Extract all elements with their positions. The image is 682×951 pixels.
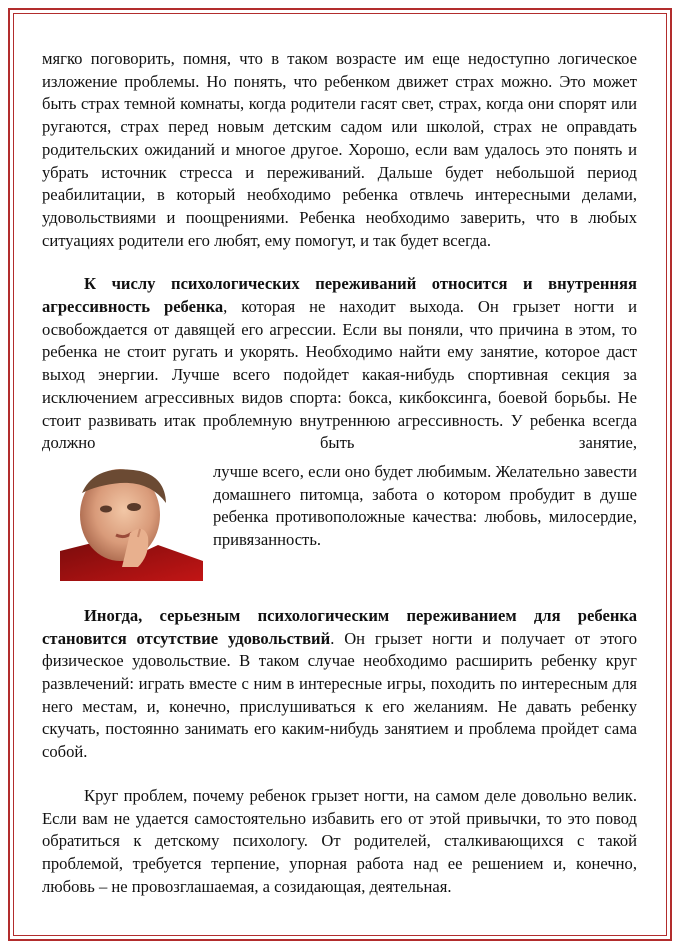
paragraph-3-text: . Он грызет ногти и получает от этого физическое удовольствие. В таком случае необходимо расширить ребенку круг развлечений: играть вместе с ним в интересные игры, походить по интересным для него местам, и, конечно, прислушиваться к его желаниям. Не давать ребенку скучать, постоянно занимать его каким-нибудь занятием и проблема пройдет сама собой. bbox=[42, 628, 637, 762]
paragraph-2-text: , которая не находит выхода. Он грызет ногти и освобождается от давящей его агрессии. Если вы поняли, что причина в этом, то ребенка не стоит ругать и укорять. Необходимо найти ему занятие, которое даст выход энергии. Лучше всего подойдет какая-нибудь спортивная секция за исключением агрессивных видов спорта: бокса, кикбоксинга, боевой борьбы. Не стоит развивать итак проблемную внутреннюю агрессивность. У ребенка всегда должно быть занятие, bbox=[42, 297, 637, 453]
paragraph-2 bbox=[42, 273, 637, 455]
paragraph-3 bbox=[42, 605, 637, 764]
paragraph-1: мягко поговорить, помня, что в таком возрасте им еще недоступно логическое изложение проблемы. Но понять, что ребенком движет страх можно. Это может быть страх темной комнаты, когда родители гасят свет, страх, когда они спорят или ругаются, страх перед новым детским садом или школой, страх не оправдать родительских ожиданий и многое другое. Хорошо, если вам удалось это понять и убрать источник стресса и переживаний. Дальше будет небольшой период реабилитации, в который необходимо ребенка отвлечь интересными делами, удовольствиями и поощрениями. Ребенка необходимо заверить, что в любых ситуациях родители его любят, ему помогут, и так будет всегда. bbox=[42, 49, 637, 250]
paragraph-2-bold: К числу психологических переживаний относится и внутренняя агрессивность ребенка bbox=[42, 274, 637, 317]
paragraph-3-bold: Иногда, серьезным психологическим переживанием для ребенка становится отсутствие удовольствий bbox=[42, 605, 637, 648]
paragraph-2-continued: лучше всего, если оно будет любимым. Желательно завести домашнего питомца, забота о котором пробудит в душе ребенка противоположные качества: любовь, милосердие, привязанность. bbox=[213, 461, 637, 550]
child-photo bbox=[60, 463, 203, 581]
paragraph-4: Круг проблем, почему ребенок грызет ногти, на самом деле довольно велик. Если вам не удается самостоятельно избавить его от этой привычки, то это повод обратиться к детскому психологу. От родителей, сталкивающихся с такой проблемой, требуется терпение, упорная работа над ее решением и, конечно, любовь – не провозглашаемая, а созидающая, деятельная. bbox=[42, 785, 637, 896]
article-body bbox=[42, 48, 637, 898]
